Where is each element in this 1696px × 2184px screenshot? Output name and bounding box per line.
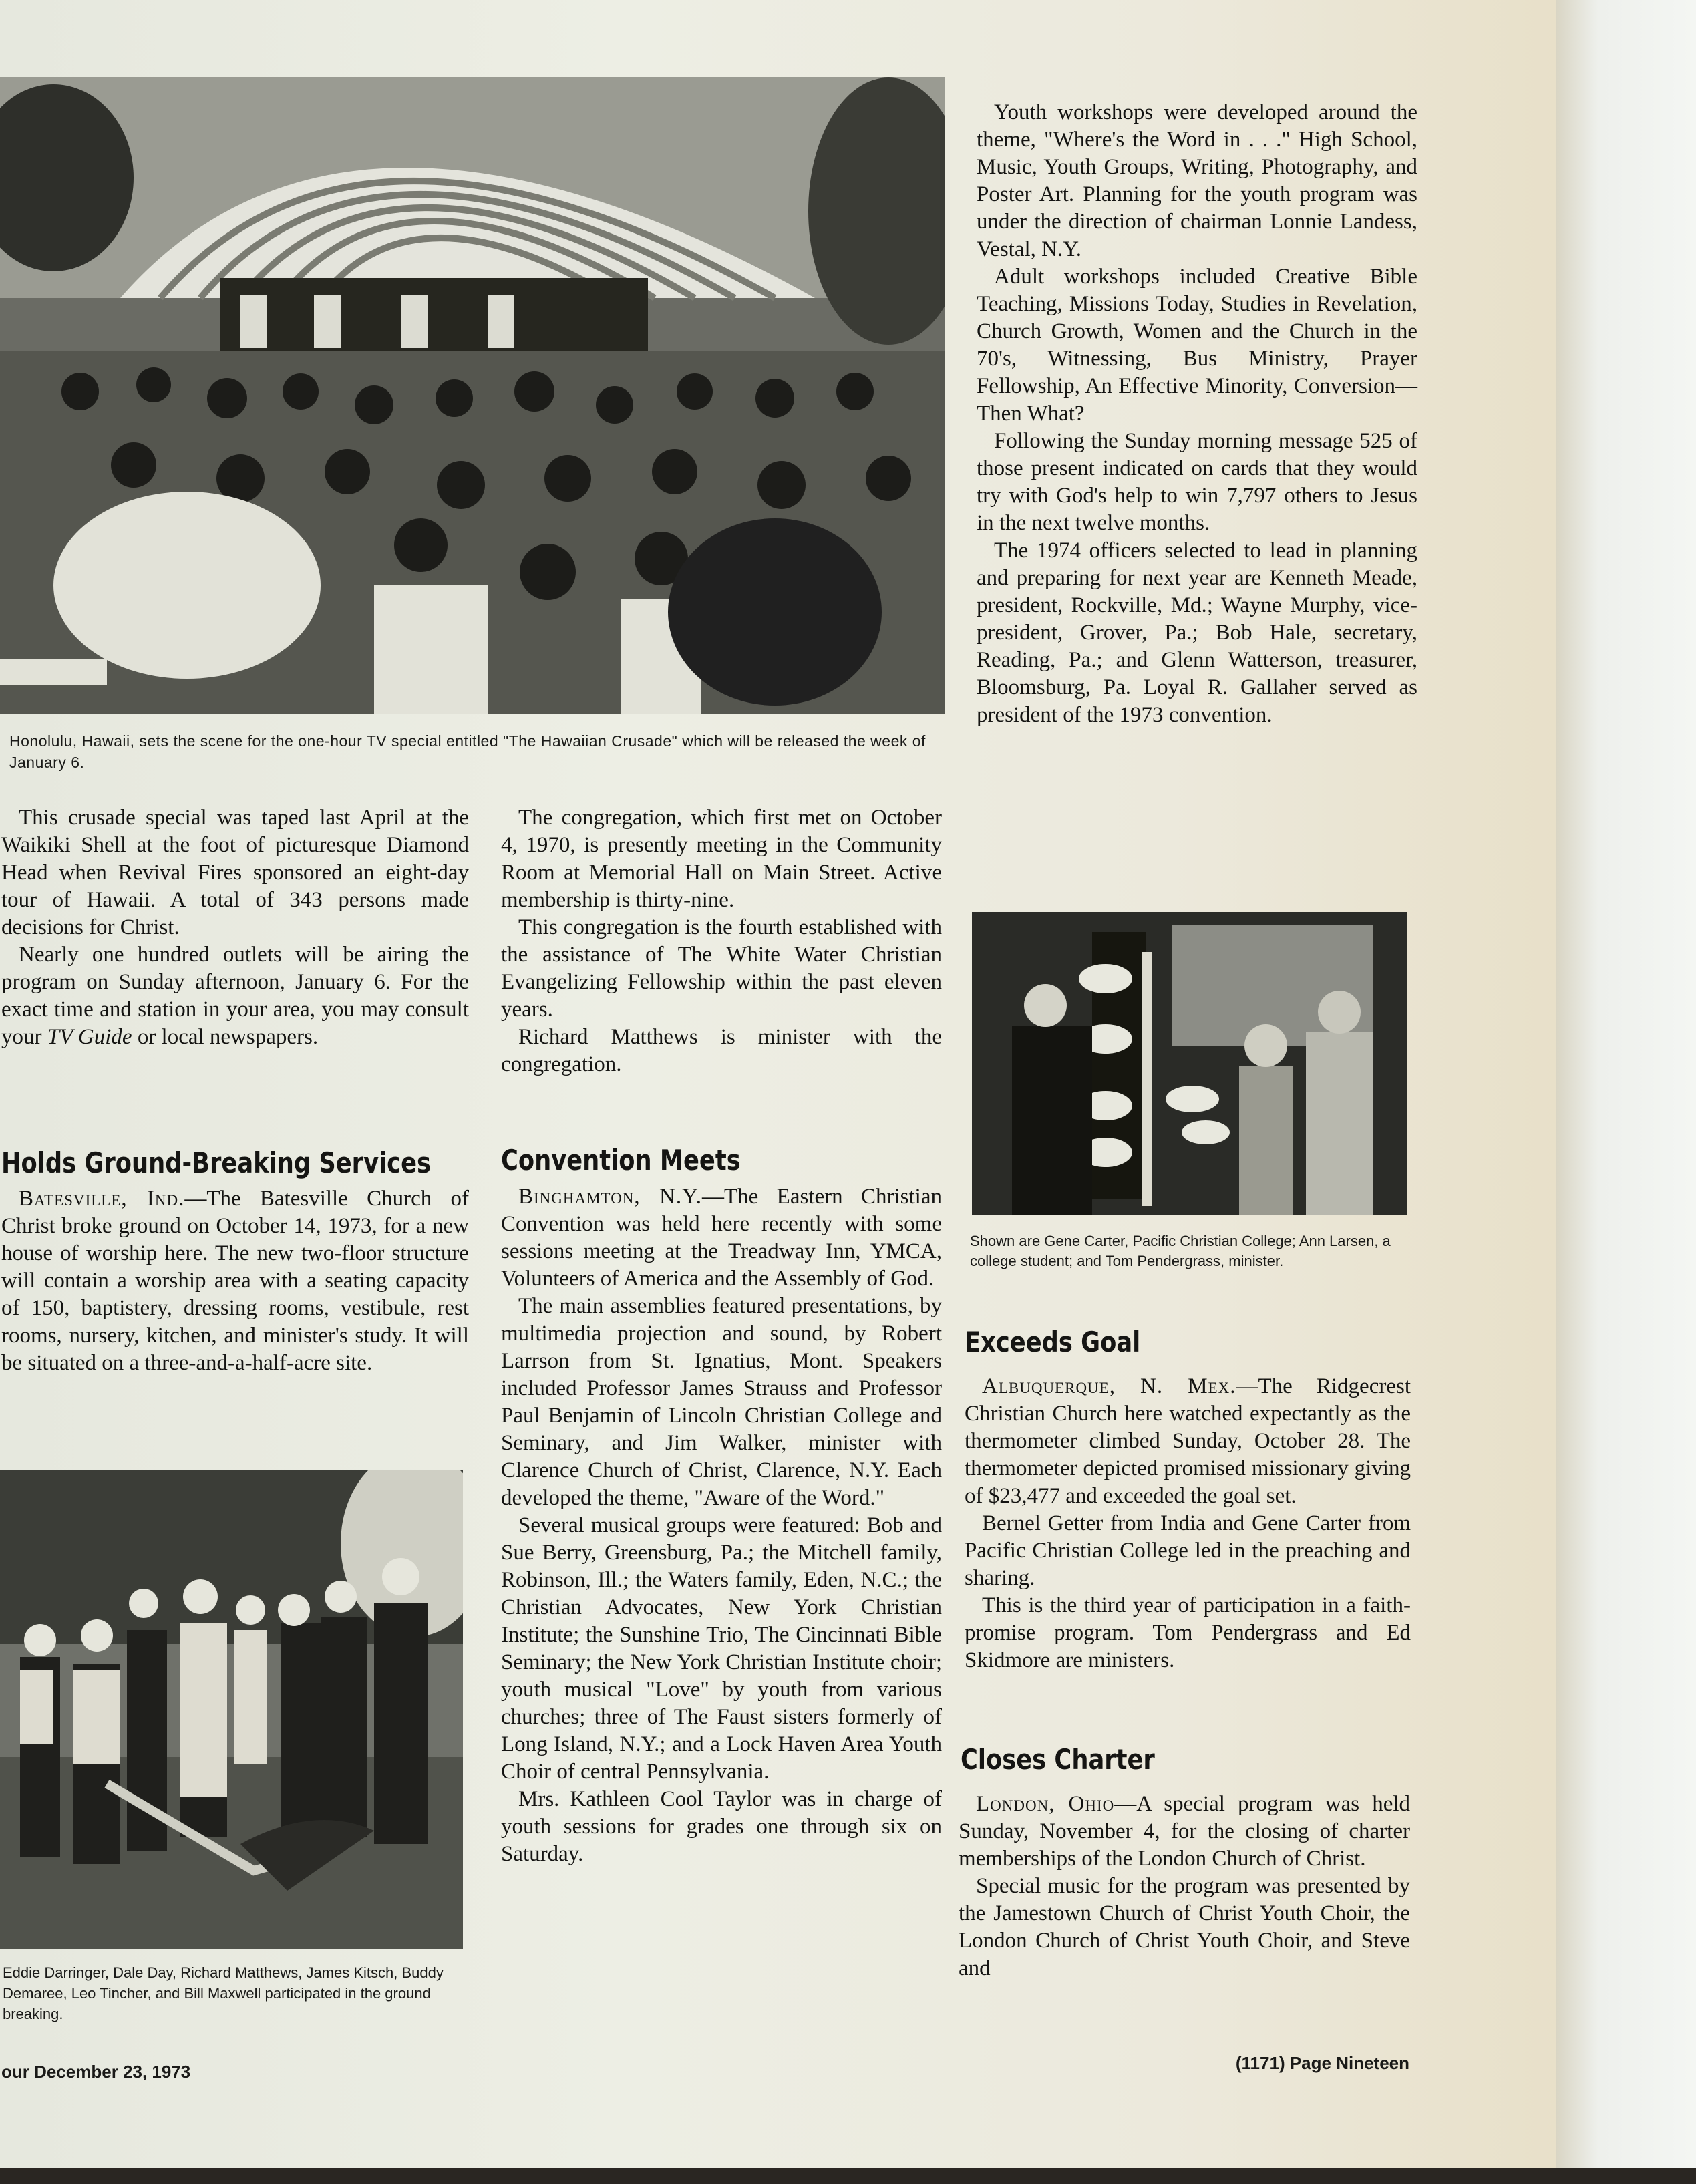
crusade-photo-image [0,77,945,714]
convention-story-continued [977,99,1417,729]
closes-charter-paragraph-2: Special music for the program was presented by the Jamestown Church of Christ Youth Choir, the London Church of Christ Youth Choir, and Steve and [959,1874,1410,1980]
closes-charter-dateline: London, Ohio [976,1792,1115,1816]
crusade-story-paragraph-1: This crusade special was taped last April at the Waikiki Shell at the foot of picturesque Diamond Head when Revival Fires sponsored an eight-day tour of Hawaii. A total of 343 persons made decisions for Christ. [1,806,469,939]
page-bottom-band [0,2168,1696,2184]
closes-charter-story [959,1790,1410,1982]
convention-paragraph-8: The 1974 officers selected to lead in planning and preparing for next year are Kenneth Meade, president, Rockville, Md.; Wayne Murphy, vice-president, Grover, Pa.; Bob Hale, secretary, Reading, Pa.; and Glenn Watterson, treasurer, Bloomsburg, Pa. Loyal R. Gallaher served as president of the 1973 convention. [977,538,1417,727]
footer-date: our December 23, 1973 [1,2062,191,2082]
thermometer-photo [972,912,1407,1215]
crusade-story-text-end: or local newspapers. [132,1025,319,1049]
exceeds-goal-paragraph-1 [965,1373,1411,1510]
groundbreaking-photo-image [0,1470,463,1949]
page-edge [1556,0,1696,2184]
convention-paragraph-6: Adult workshops included Creative Bible Teaching, Missions Today, Studies in Revelation, Church Growth, Women and the Church in the 70's, Witnessing, Bus Ministry, Prayer Fellowship, An Effective Minority, Conversion—Then What? [977,265,1417,426]
crusade-story-text: Nearly one hundred outlets will be airing the program on Sunday afternoon, January 6. For the exact time and station in your area, you may consult your [1,943,469,1049]
congregation-paragraph-3: Richard Matthews is minister with the congregation. [501,1025,942,1076]
ground-breaking-dateline: Batesville, Ind. [19,1187,185,1211]
exceeds-goal-dateline: Albuquerque, N. Mex. [982,1374,1236,1398]
ground-breaking-headline: Holds Ground-Breaking Services [1,1146,432,1179]
convention-headline: Convention Meets [501,1144,741,1177]
groundbreaking-photo [0,1470,463,1949]
thermometer-photo-image [972,912,1407,1215]
crusade-photo [0,77,945,714]
convention-paragraph-2: The main assemblies featured presentations, by multimedia projection and sound, by Robert Larrson from St. Ignatius, Mont. Speakers included Professor James Strauss and Professor Paul Benjamin of Lincoln Christian College and Seminary, and Jim Walker, minister with Clarence Church of Christ, Clarence, N.Y. Each developed the theme, "Aware of the Word." [501,1294,942,1510]
congregation-story [501,804,942,1078]
convention-paragraph-7: Following the Sunday morning message 525 of those present indicated on cards that they would try with God's help to win 7,797 others to Jesus in the next twelve months. [977,429,1417,535]
groundbreaking-photo-caption: Eddie Darringer, Dale Day, Richard Matthews, James Kitsch, Buddy Demaree, Leo Tincher, and Bill Maxwell participated in the ground breaking. [3,1964,444,2022]
closes-charter-headline: Closes Charter [961,1743,1155,1776]
convention-dateline: Binghamton, N.Y. [518,1185,702,1209]
crusade-photo-caption: Honolulu, Hawaii, sets the scene for the one-hour TV special entitled "The Hawaiian Crusade" which will be released the week of January 6. [9,732,926,771]
thermometer-photo-caption: Shown are Gene Carter, Pacific Christian College; Ann Larsen, a college student; and Tom Pendergrass, minister. [970,1233,1391,1269]
exceeds-goal-story [965,1373,1411,1674]
congregation-paragraph-1: The congregation, which first met on October 4, 1970, is presently meeting in the Community Room at Memorial Hall on Main Street. Active membership is thirty-nine. [501,806,942,912]
exceeds-goal-paragraph-1-text: —The Ridgecrest Christian Church here watched expectantly as the thermometer climbed Sunday, October 28. The thermometer depicted promised missionary giving of $23,477 and exceeded the goal set. [965,1374,1411,1508]
exceeds-goal-paragraph-3: This is the third year of participation in a faith-promise program. Tom Pendergrass and Ed Skidmore are ministers. [965,1593,1411,1672]
footer-page-number: (1171) Page Nineteen [1235,2053,1409,2073]
crusade-story [1,804,469,1051]
convention-paragraph-1-text: —The Eastern Christian Convention was held here recently with some sessions meeting at the Treadway Inn, YMCA, Volunteers of America and the Assembly of God. [501,1185,942,1291]
convention-story [501,1183,942,1868]
congregation-paragraph-2: This congregation is the fourth established with the assistance of The White Water Christian Evangelizing Fellowship within the past eleven years. [501,915,942,1022]
ground-breaking-story [1,1185,469,1377]
ground-breaking-text: —The Batesville Church of Christ broke ground on October 14, 1973, for a new house of worship here. The new two-floor structure will contain a worship area with a seating capacity of 150, baptistery, dressing rooms, vestibule, rest rooms, nursery, kitchen, and minister's study. It will be situated on a three-and-a-half-acre site. [1,1187,469,1375]
exceeds-goal-paragraph-2: Bernel Getter from India and Gene Carter from Pacific Christian College led in the preaching and sharing. [965,1511,1411,1590]
crusade-story-paragraph-2 [1,941,469,1051]
closes-charter-paragraph-1 [959,1790,1410,1873]
convention-paragraph-5: Youth workshops were developed around the theme, "Where's the Word in . . ." High School, Music, Youth Groups, Writing, Photography, and Poster Art. Planning for the youth program was under the direction of chairman Lonnie Landess, Vestal, N.Y. [977,100,1417,261]
exceeds-goal-headline: Exceeds Goal [965,1325,1141,1358]
convention-paragraph-1 [501,1183,942,1293]
closes-charter-paragraph-1-text: —A special program was held Sunday, November 4, for the closing of charter memberships of the London Church of Christ. [959,1792,1411,1871]
tv-guide-title: TV Guide [47,1025,132,1049]
convention-paragraph-3: Several musical groups were featured: Bob and Sue Berry, Greensburg, Pa.; the Mitchell family, Robinson, Ill.; the Waters family, Eden, N.C.; the Christian Advocates, New York Christian Institute; the Sunshine Trio, The Cincinnati Bible Seminary; the New York Christian Institute choir; youth musical "Love" by youth from various churches; three of The Faust sisters formerly of Long Island, N.Y.; and a Lock Haven Area Youth Choir of central Pennsylvania. [501,1513,942,1784]
convention-paragraph-4: Mrs. Kathleen Cool Taylor was in charge of youth sessions for grades one through six on Saturday. [501,1787,942,1866]
ground-breaking-paragraph [1,1185,469,1377]
